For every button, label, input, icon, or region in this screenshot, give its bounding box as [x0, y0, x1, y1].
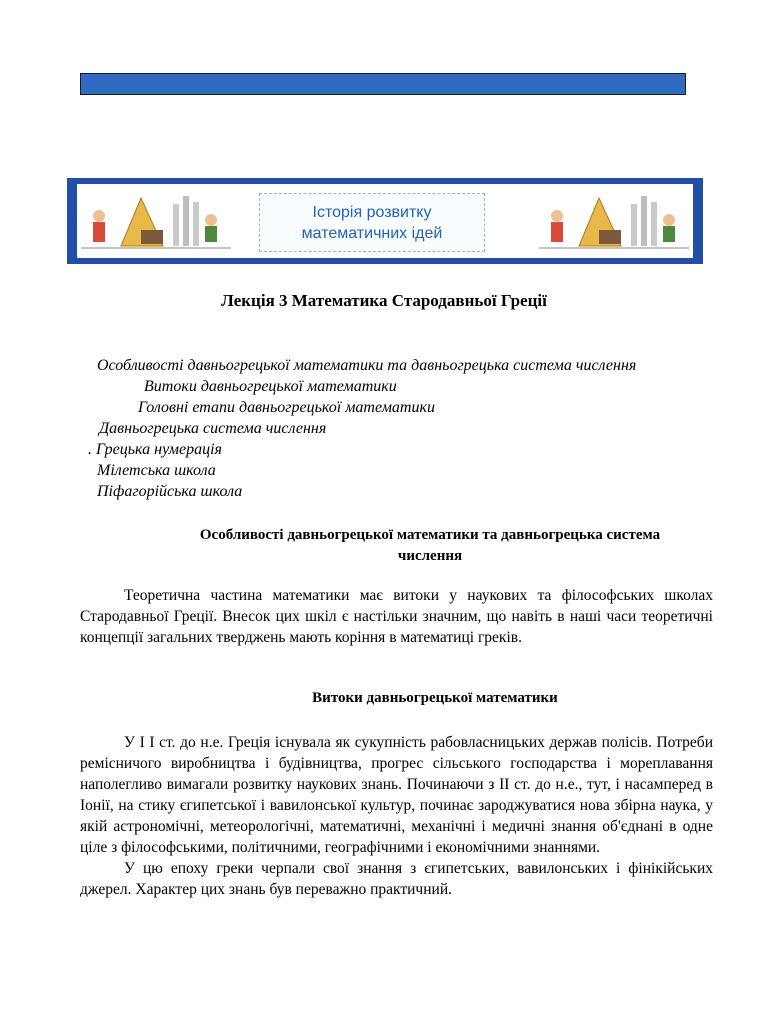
- paragraph-text: Теоретична частина математики має витоки у наукових та філософських школах Стародавньої Греції. Внесок цих шкіл є настільки значним, що навіть в наші часи теоретичні концепції загальних тверджень мають коріння в математиці греків.: [80, 587, 713, 646]
- paragraph-text: У цю епоху греки черпали свої знання з єгипетських, вавилонських і фінікійських джерел. Характер цих знань був переважно практичний.: [80, 860, 713, 898]
- toc-item: Головні етапи давньогрецької математики: [138, 399, 435, 416]
- course-banner: [67, 178, 703, 264]
- banner-inner: [77, 184, 693, 258]
- toc-item: Особливості давньогрецької математики та давньогрецька система числення: [97, 357, 637, 374]
- mathematicians-illustration-left: [81, 186, 231, 256]
- mathematicians-illustration-right: [539, 186, 689, 256]
- banner-title-line1: Історія розвитку: [312, 203, 432, 221]
- paragraph-features: [80, 585, 713, 648]
- lecture-title: Лекція 3 Математика Стародавньої Греції: [221, 291, 547, 310]
- toc-item: Мілетська школа: [97, 462, 216, 479]
- paragraph-origins: [80, 732, 713, 900]
- section-heading-features: [80, 525, 768, 567]
- paragraph-text: У I I ст. до н.е. Греція існувала як сукупність рабовласницьких держав полісів. Потреби ремісничого виробництва і будівництва, прогрес сільського господарства і мореплавання наполегливо вимагали розвитку наукових знань. Починаючи з II ст. до н.е., тут, і насамперед в Іонії, на стику єгипетської і вавилонської культур, починає зароджуватися нова збірна наука, у якій астрономічні, метеорологічні, математичні, механічні і медичні знання об'єднані в одне ціле з філософськими, політичними, географічними і економічними знаннями.: [80, 734, 713, 856]
- section-heading-line: Особливості давньогрецької математики та давньогрецька система: [199, 527, 661, 543]
- banner-title: [259, 193, 485, 252]
- section-heading-origins: Витоки давньогрецької математики: [312, 690, 558, 706]
- toc-item: Давньогрецька система числення: [99, 420, 327, 437]
- toc-item: Піфагорійська школа: [97, 483, 243, 500]
- banner-title-line2: математичних ідей: [301, 224, 443, 242]
- section-heading-line: числення: [397, 548, 463, 564]
- header-bar: [80, 73, 686, 95]
- toc-item: . Грецька нумерація: [88, 441, 222, 458]
- toc-item: Витоки давньогрецької математики: [144, 378, 397, 395]
